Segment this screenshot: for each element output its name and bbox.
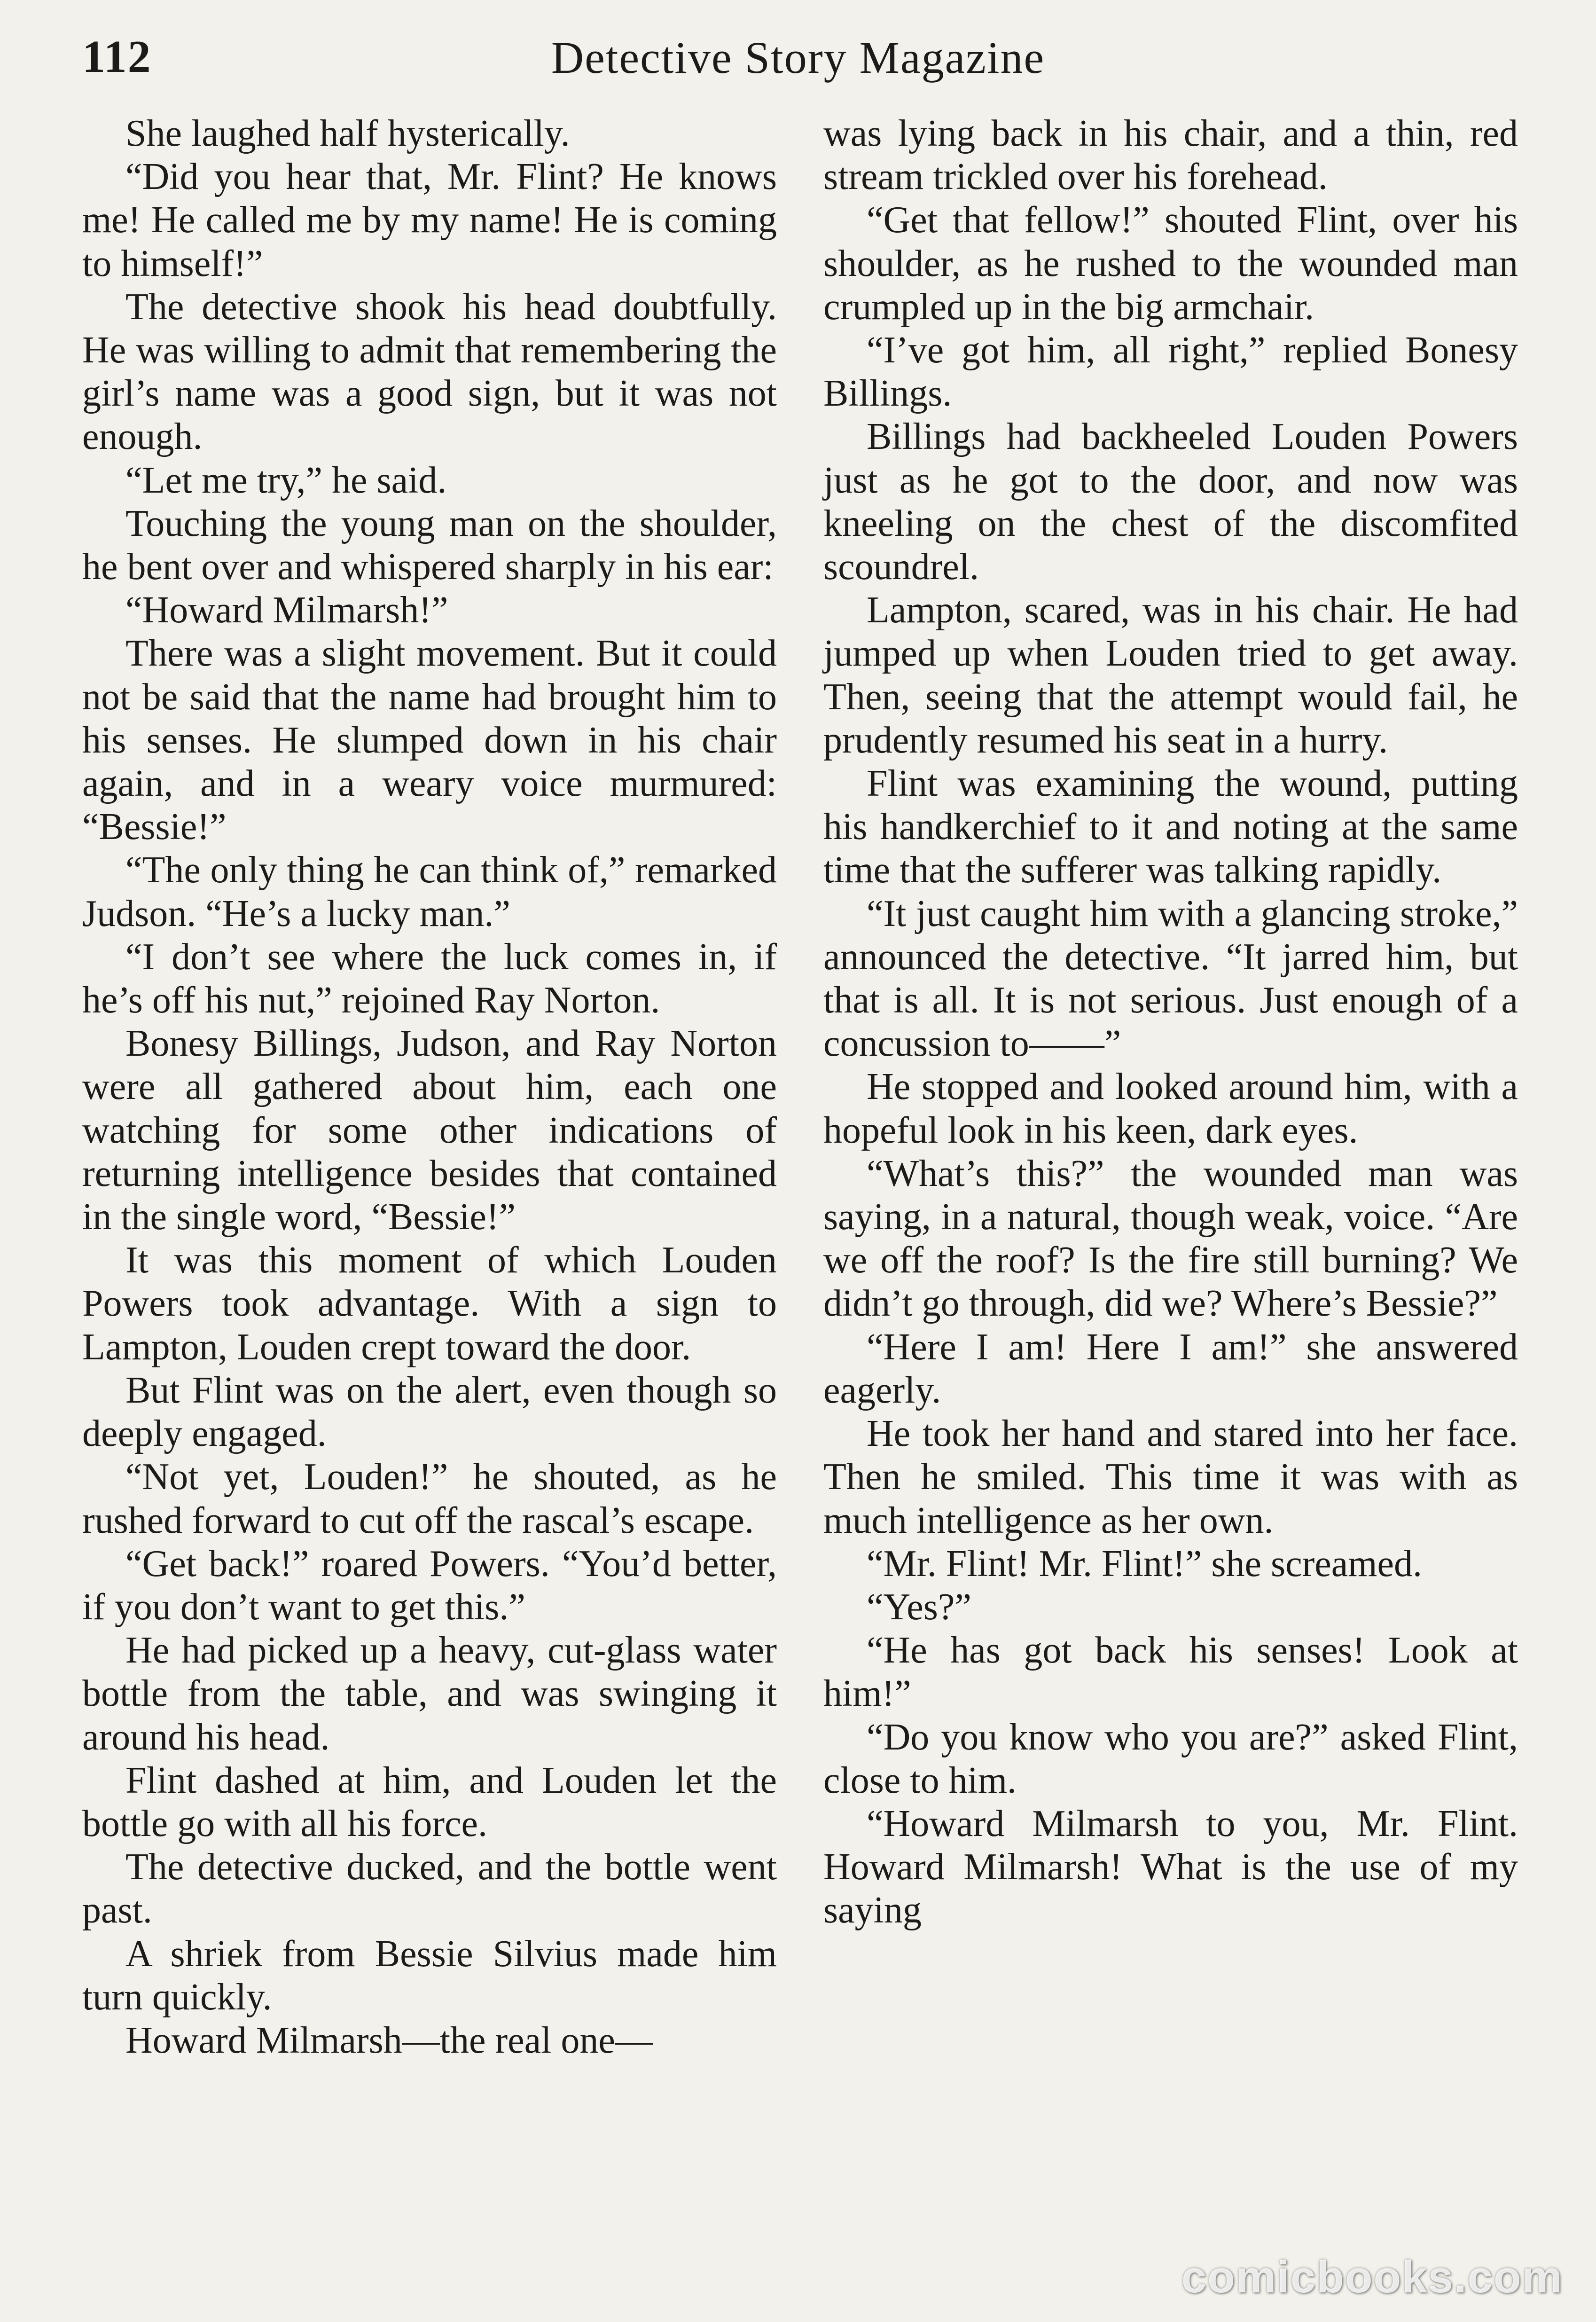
paragraph: There was a slight movement. But it could not be said that the name had brought him to his senses. He slumped down in his chair again, and in a weary voice murmured: “Bessie!”	[82, 633, 777, 848]
paragraph: “Did you hear that, Mr. Flint? He knows me! He called me by my name! He is coming to himself!”	[82, 156, 777, 284]
left-column	[82, 112, 777, 2062]
paragraph: “What’s this?” the wounded man was saying, in a natural, though weak, voice. “Are we off the roof? Is the fire still burning? We didn’t go through, did we? Where’s Bessie?”	[823, 1153, 1518, 1325]
paragraph: “Mr. Flint! Mr. Flint!” she screamed.	[867, 1543, 1423, 1585]
paragraph: “Let me try,” he said.	[125, 459, 447, 501]
paragraph: He stopped and looked around him, with a hopeful look in his keen, dark eyes.	[823, 1066, 1518, 1151]
paragraph: Bonesy Billings, Judson, and Ray Norton were all gathered about him, each one watching for some other indications of returning intelligence besides that contained in the single word, “Bessie!”	[82, 1023, 777, 1238]
paragraph: “Get that fellow!” shouted Flint, over his shoulder, as he rushed to the wounded man crumpled up in the big armchair.	[823, 199, 1518, 328]
paragraph: “Howard Milmarsh to you, Mr. Flint. Howard Milmarsh! What is the use of my saying	[823, 1803, 1518, 1931]
paragraph-continued: was lying back in his chair, and a thin, red stream trickled over his forehead.	[823, 113, 1518, 198]
paragraph: “I don’t see where the luck comes in, if he’s off his nut,” rejoined Ray Norton.	[82, 936, 777, 1021]
paragraph: Lampton, scared, was in his chair. He had jumped up when Louden tried to get away. Then, seeing that the attempt would fail, he prudently resumed his seat in a hurry.	[823, 589, 1518, 761]
paragraph: It was this moment of which Louden Powers took advantage. With a sign to Lampton, Louden crept toward the door.	[82, 1239, 777, 1368]
paragraph: Billings had backheeled Louden Powers just as he got to the door, and now was kneeling on the chest of the discomfited scoundrel.	[823, 416, 1518, 588]
paragraph: A shriek from Bessie Silvius made him turn quickly.	[82, 1933, 777, 2018]
paragraph: “The only thing he can think of,” remarked Judson. “He’s a lucky man.”	[82, 849, 777, 934]
paragraph: The detective shook his head doubtfully. He was willing to admit that remembering the girl’s name was a good sign, but it was not enough.	[82, 286, 777, 458]
watermark: comicbooks.com	[1181, 2252, 1563, 2302]
paragraph: “Get back!” roared Powers. “You’d better, if you don’t want to get this.”	[82, 1543, 777, 1628]
paragraph: Howard Milmarsh—the real one—	[125, 2019, 653, 2061]
paragraph: “Do you know who you are?” asked Flint, close to him.	[823, 1716, 1518, 1801]
page-header	[80, 26, 1516, 96]
right-column	[823, 112, 1518, 1932]
paragraph: “Yes?”	[867, 1586, 971, 1628]
paragraph: “Here I am! Here I am!” she answered eagerly.	[823, 1326, 1518, 1411]
paragraph: She laughed half hysterically.	[125, 113, 570, 154]
page-number: 112	[82, 31, 152, 82]
paragraph: The detective ducked, and the bottle went past.	[82, 1846, 777, 1931]
paragraph: “Howard Milmarsh!”	[125, 589, 448, 631]
running-title: Detective Story Magazine	[551, 32, 1045, 83]
paragraph: Flint dashed at him, and Louden let the bottle go with all his force.	[82, 1759, 777, 1844]
paragraph: He took her hand and stared into her face. Then he smiled. This time it was with as much intelligence as her own.	[823, 1413, 1518, 1541]
paragraph: “He has got back his senses! Look at him!”	[823, 1630, 1518, 1715]
paragraph: He had picked up a heavy, cut-glass water bottle from the table, and was swinging it around his head.	[82, 1630, 777, 1758]
paragraph: Flint was examining the wound, putting his handkerchief to it and noting at the same time that the sufferer was talking rapidly.	[823, 763, 1518, 891]
paragraph: Touching the young man on the shoulder, he bent over and whispered sharply in his ear:	[82, 502, 777, 588]
paragraph: “I’ve got him, all right,” replied Bonesy Billings.	[823, 329, 1518, 415]
paragraph: “It just caught him with a glancing stroke,” announced the detective. “It jarred him, but that is all. It is not serious. Just enough of a concussion to——”	[823, 893, 1518, 1065]
paragraph: But Flint was on the alert, even though so deeply engaged.	[82, 1369, 777, 1455]
paragraph: “Not yet, Louden!” he shouted, as he rushed forward to cut off the rascal’s escape.	[82, 1456, 777, 1541]
